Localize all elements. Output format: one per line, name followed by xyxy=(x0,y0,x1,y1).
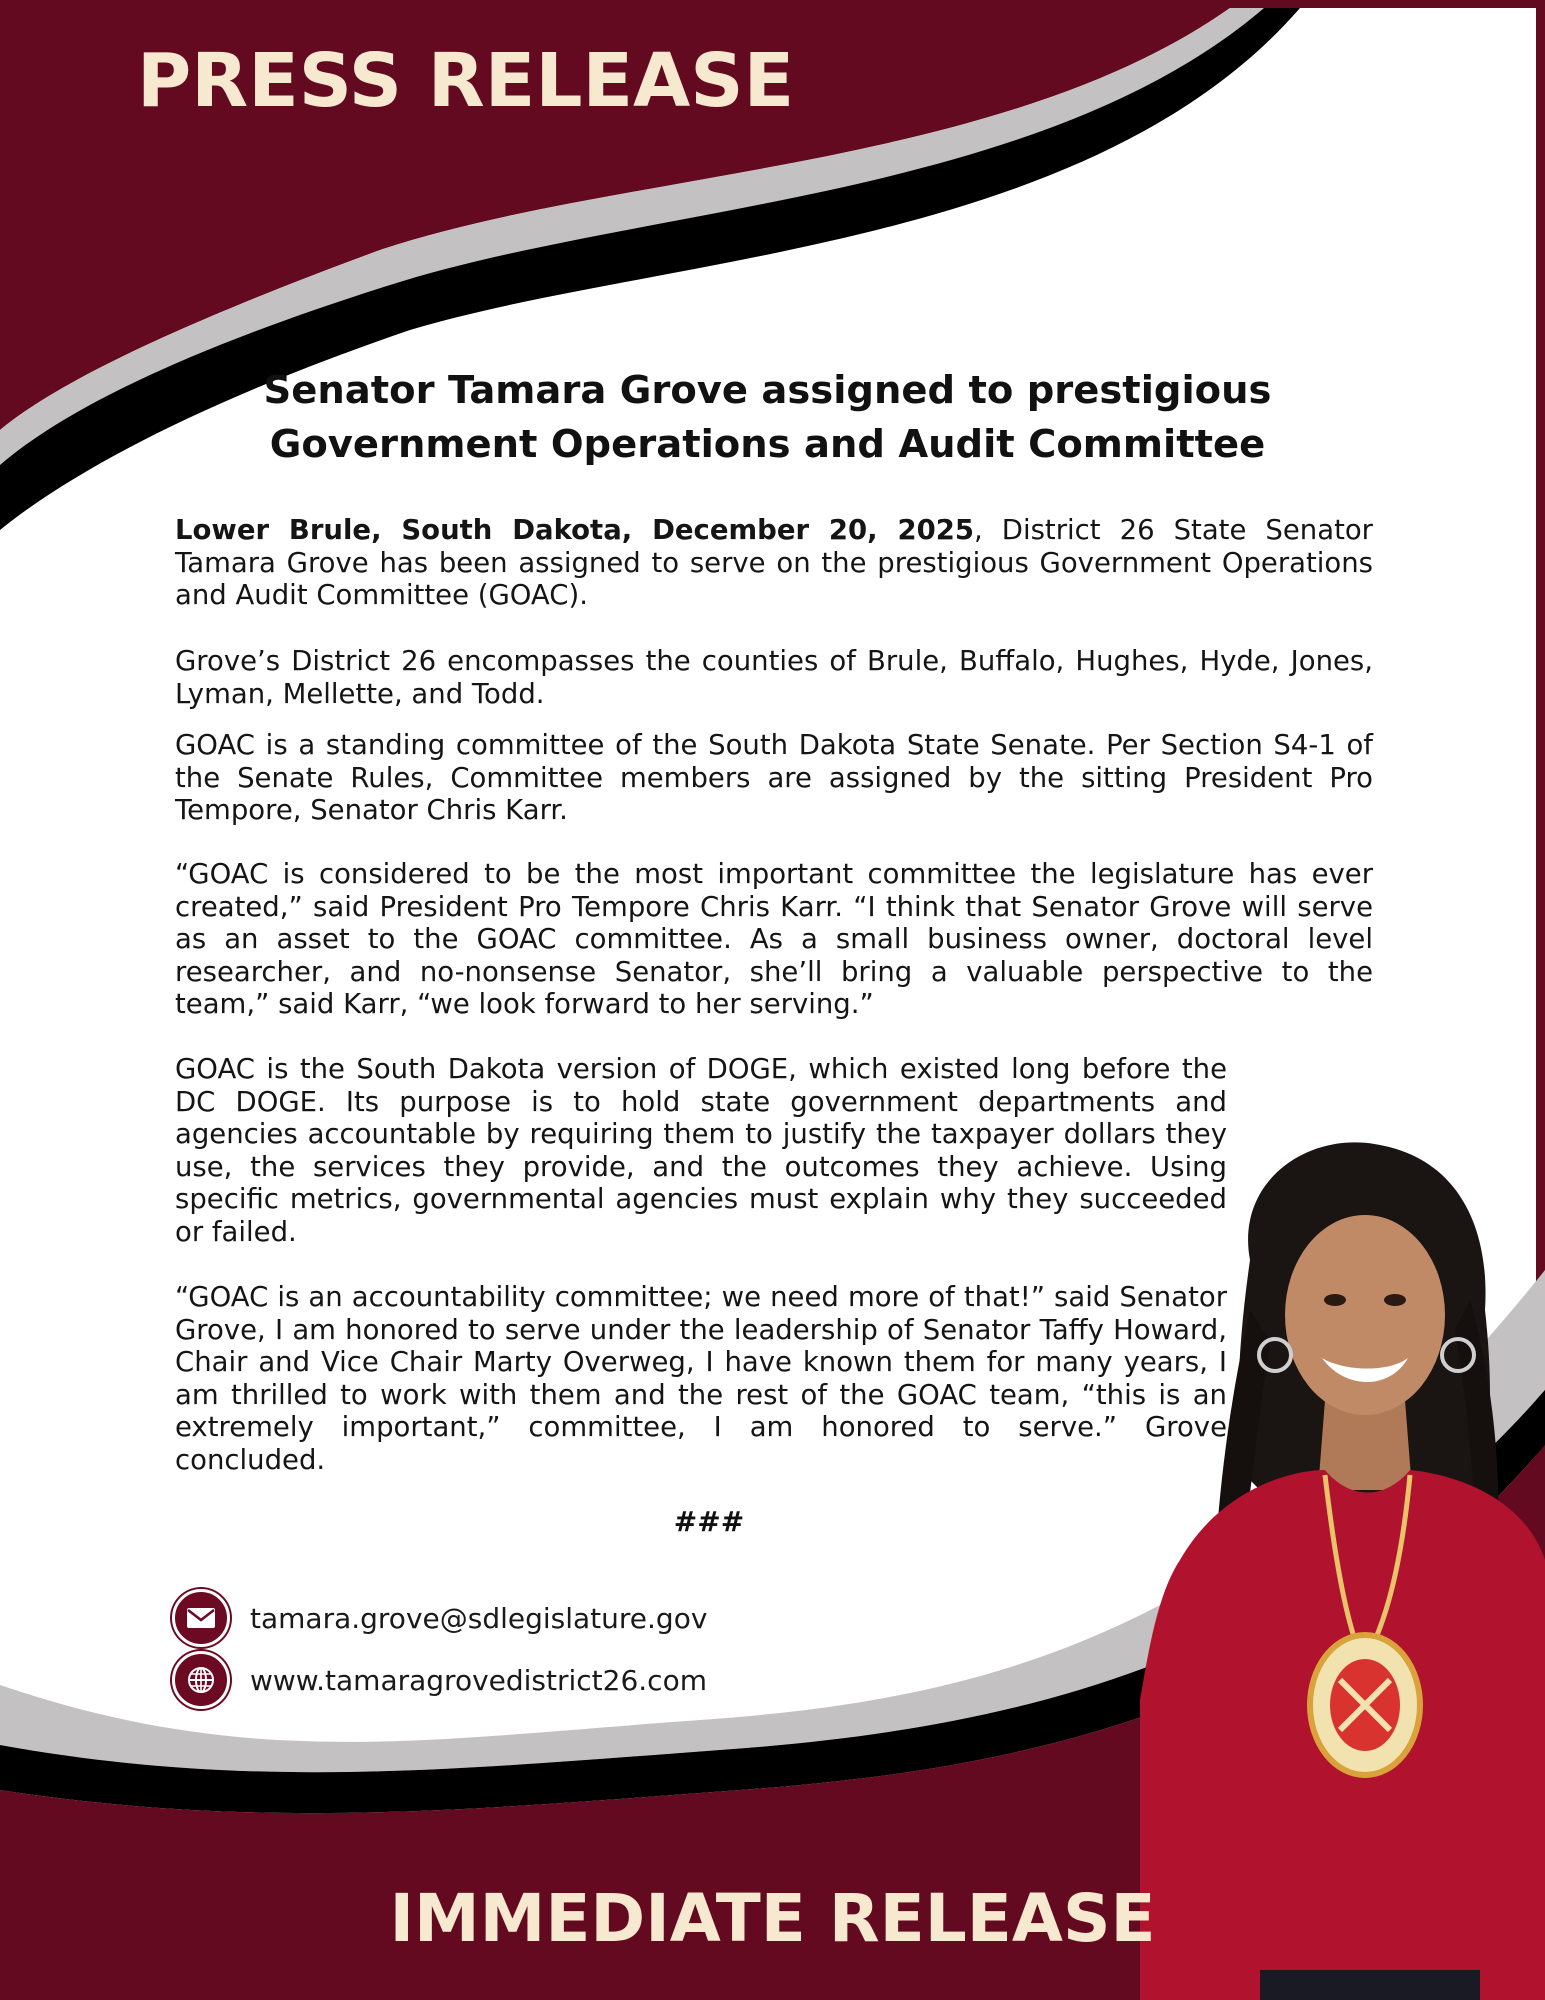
grove-quote-text: “GOAC is an accountability committee; we need more of that!” said Senator Grove, I am honored to serve under the leadership of Senator Taffy Howard, Chair and Vice Chair Marty Overweg, I have known them for many years, I am thrilled to work with them and the rest of the GOAC team, “this is an extremely important,” committee, I am honored to serve.” Grove concluded. xyxy=(175,1281,1227,1476)
end-mark: ### xyxy=(673,1505,745,1538)
headline-line-2: Government Operations and Audit Committee xyxy=(269,422,1266,467)
karr-quote-text: “GOAC is considered to be the most important committee the legislature has ever created,” said President Pro Tempore Chris Karr. “I think that Senator Grove will serve as an asset to the GOAC committee. As a small business owner, doctoral level researcher, and no-nonsense Senator, she’ll bring a valuable perspective to the team,” said Karr, “we look forward to her serving.” xyxy=(175,858,1373,1020)
website-link[interactable]: www.tamaragrovedistrict26.com xyxy=(250,1663,707,1697)
headline-line-1: Senator Tamara Grove assigned to prestigious xyxy=(263,368,1272,413)
globe-icon xyxy=(172,1651,230,1709)
goac-standing-text: GOAC is a standing committee of the South Dakota State Senate. Per Section S4-1 of the Senate Rules, Committee members are assigned by the sitting President Pro Tempore, Senator Chris Karr. xyxy=(175,729,1373,826)
senator-portrait xyxy=(1140,1140,1545,2000)
paragraph-district xyxy=(175,645,1373,710)
doge-text: GOAC is the South Dakota version of DOGE, which existed long before the DC DOGE. Its purpose is to hold state government departments and agencies accountable by requiring them to justify the taxpayer dollars they use, the services they provide, and the outcomes they achieve. Using specific metrics, governmental agencies must explain why they succeeded or failed. xyxy=(175,1053,1227,1248)
headline xyxy=(175,364,1360,472)
paragraph-grove-quote xyxy=(175,1281,1227,1476)
paragraph-goac-standing xyxy=(175,729,1373,827)
dateline: Lower Brule, South Dakota, December 20, 2025 xyxy=(175,514,975,546)
email-link[interactable]: tamara.grove@sdlegislature.gov xyxy=(250,1601,708,1635)
paragraph-intro xyxy=(175,514,1373,612)
contact-email[interactable] xyxy=(172,1589,707,1647)
press-release-title: PRESS RELEASE xyxy=(137,38,795,124)
intro-text: , District 26 State Senator Tamara Grove has been assigned to serve on the prestigious Government Operations and Audit Committee (GOAC). xyxy=(175,514,1373,611)
contact-website[interactable] xyxy=(172,1651,707,1709)
district-text: Grove’s District 26 encompasses the counties of Brule, Buffalo, Hughes, Hyde, Jones, Lyman, Mellette, and Todd. xyxy=(175,645,1373,710)
envelope-icon xyxy=(172,1589,230,1647)
immediate-release-title: IMMEDIATE RELEASE xyxy=(389,1880,1156,1957)
paragraph-karr-quote xyxy=(175,858,1373,1021)
paragraph-doge xyxy=(175,1053,1227,1248)
